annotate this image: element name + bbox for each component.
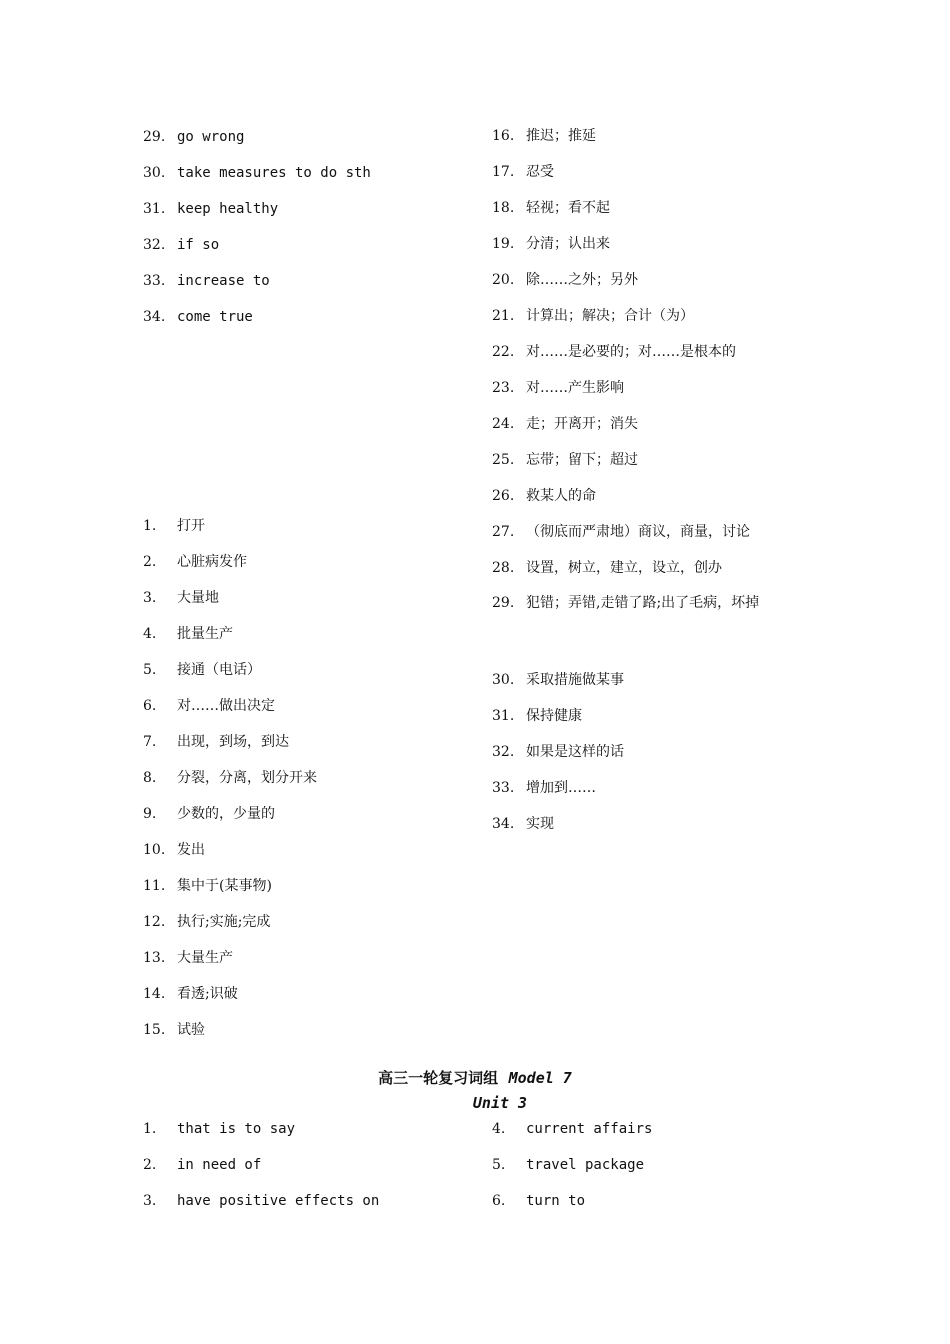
section-heading bbox=[0, 1067, 950, 1089]
list-item: 30. take measures to do sth bbox=[143, 165, 371, 181]
list-item: 16. 推迟；推延 bbox=[492, 128, 596, 144]
list-item: 34. come true bbox=[143, 309, 253, 325]
list-item: 11. 集中于(某事物) bbox=[143, 878, 272, 894]
list-item: 13. 大量生产 bbox=[143, 950, 233, 966]
list-item: 34. 实现 bbox=[492, 816, 554, 832]
list-item: 29. 犯错；弄错,走错了路;出了毛病，坏掉 bbox=[492, 595, 760, 611]
left-chinese-list bbox=[143, 516, 317, 1040]
right-chinese-item-29 bbox=[492, 593, 816, 624]
list-item: 31. keep healthy bbox=[143, 201, 279, 217]
list-item: 22. 对……是必要的；对……是根本的 bbox=[492, 344, 736, 360]
list-item: 7. 出现，到场，到达 bbox=[143, 734, 289, 750]
list-item: 21. 计算出；解决；合计（为） bbox=[492, 308, 694, 324]
list-item: 3. have positive effects on bbox=[143, 1193, 380, 1209]
list-item: 24. 走；开离开；消失 bbox=[492, 416, 638, 432]
list-item: 23. 对……产生影响 bbox=[492, 380, 624, 396]
heading-title: 高三一轮复习词组 bbox=[378, 1069, 499, 1087]
list-item: 5. travel package bbox=[492, 1157, 645, 1173]
list-item: 33. 增加到…… bbox=[492, 780, 596, 796]
list-item: 5. 接通（电话） bbox=[143, 662, 261, 678]
list-item: 25. 忘带；留下；超过 bbox=[492, 452, 638, 468]
list-item: 14. 看透;识破 bbox=[143, 986, 238, 1002]
list-item: 9. 少数的，少量的 bbox=[143, 806, 275, 822]
right-chinese-list-2 bbox=[492, 670, 624, 834]
list-item: 2. in need of bbox=[143, 1157, 262, 1173]
list-item: 32. if so bbox=[143, 237, 220, 253]
list-item: 17. 忍受 bbox=[492, 164, 554, 180]
unit3-left-list bbox=[143, 1119, 379, 1211]
list-item: 20. 除……之外；另外 bbox=[492, 272, 638, 288]
list-item: 30. 采取措施做某事 bbox=[492, 672, 624, 688]
list-item: 8. 分裂，分离，划分开来 bbox=[143, 770, 317, 786]
list-item: 10. 发出 bbox=[143, 842, 205, 858]
unit3-right-list bbox=[492, 1119, 652, 1211]
list-item: 19. 分清；认出来 bbox=[492, 236, 610, 252]
list-item: 2. 心脏病发作 bbox=[143, 554, 247, 570]
list-item: 1. 打开 bbox=[143, 518, 205, 534]
list-item: 6. 对……做出决定 bbox=[143, 698, 275, 714]
list-item: 31. 保持健康 bbox=[492, 708, 582, 724]
list-item: 15. 试验 bbox=[143, 1022, 205, 1038]
list-item: 6. turn to bbox=[492, 1193, 586, 1209]
list-item: 12. 执行;实施;完成 bbox=[143, 914, 271, 930]
heading-model: Model 7 bbox=[508, 1069, 572, 1087]
list-item: 3. 大量地 bbox=[143, 590, 219, 606]
left-english-list bbox=[143, 127, 371, 327]
list-item: 4. current affairs bbox=[492, 1121, 653, 1137]
list-item: 28. 设置，树立，建立，设立，创办 bbox=[492, 560, 722, 576]
list-item: 4. 批量生产 bbox=[143, 626, 233, 642]
list-item: 29. go wrong bbox=[143, 129, 245, 145]
list-item: 27. （彻底而严肃地）商议，商量，讨论 bbox=[492, 524, 750, 540]
right-chinese-list bbox=[492, 126, 750, 578]
list-item: 1. that is to say bbox=[143, 1121, 296, 1137]
unit-heading bbox=[0, 1092, 950, 1114]
list-item: 32. 如果是这样的话 bbox=[492, 744, 624, 760]
list-item: 33. increase to bbox=[143, 273, 270, 289]
heading-unit: Unit 3 bbox=[472, 1094, 528, 1112]
list-item: 26. 救某人的命 bbox=[492, 488, 596, 504]
list-item: 18. 轻视；看不起 bbox=[492, 200, 610, 216]
